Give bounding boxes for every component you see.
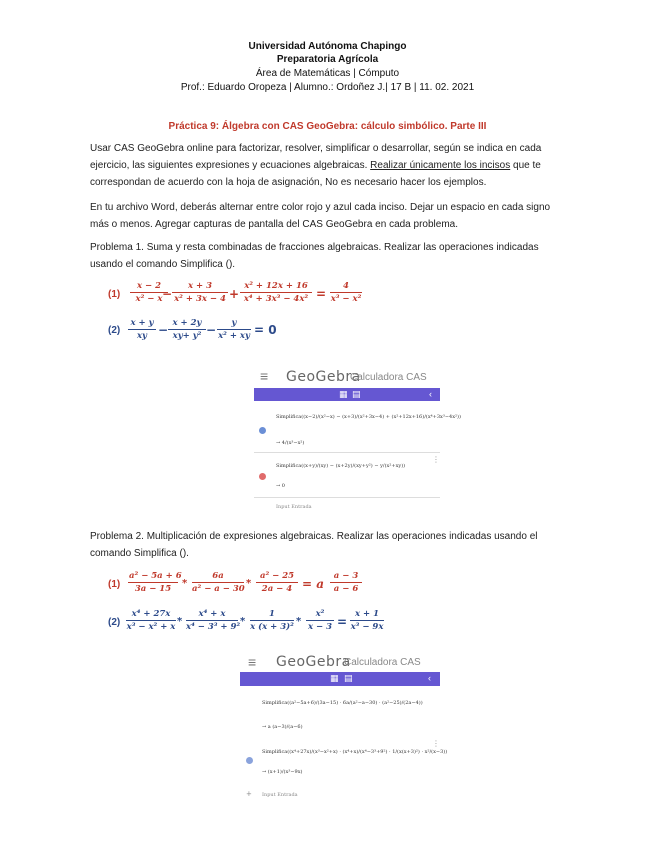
fraction-2 <box>186 609 241 632</box>
authors-line: Prof.: Eduardo Oropeza | Alumno.: Ordoñez J.| 17 B | 11. 02. 2021 <box>180 82 475 93</box>
result: = 0 <box>254 323 277 337</box>
denominator: x³ − x² <box>330 294 362 304</box>
instructions-paragraph: En tu archivo Word, deberás alternar entre color rojo y azul cada inciso. Dejar un espacio en cada signo más o menos. Agregar capturas de pantalla del CAS GeoGebra en cada problema. <box>90 202 551 230</box>
numerator: y <box>217 318 251 330</box>
row-input[interactable]: Simplifica((a²−5a+6)/(3a−15) · 6a/(a²−a−30) · (a²−25)/(2a−4)) <box>262 700 423 706</box>
denominator: x⁴ + 3x³ − 4x² <box>243 294 309 304</box>
fraction-3 <box>240 281 312 304</box>
operator: − <box>158 323 169 337</box>
table-icon[interactable]: ▤ <box>344 673 353 683</box>
geogebra-screenshot-2 <box>240 652 448 804</box>
equals-sign: = <box>337 615 348 629</box>
operator: * <box>182 578 188 589</box>
toolbar <box>254 388 440 401</box>
operator: − <box>206 323 217 337</box>
school-name: Preparatoria Agrícola <box>276 54 379 65</box>
numerator: x − 2 <box>130 281 168 293</box>
result-fraction <box>330 571 362 594</box>
fraction-4 <box>306 609 334 632</box>
equals-a: = a <box>302 577 325 591</box>
numerator: x + 3 <box>172 281 228 293</box>
numerator: a² − 5a + 6 <box>129 571 182 581</box>
chevron-left-icon[interactable]: ‹ <box>428 673 431 683</box>
denominator: x² + 3x − 4 <box>174 294 226 304</box>
operator: + <box>229 287 240 301</box>
row-output: → (x+1)/(x³−9x) <box>262 769 303 775</box>
numerator: a² − 25 <box>256 571 298 583</box>
eq-label: (2) <box>108 325 121 336</box>
university-name: Universidad Autónoma Chapingo <box>248 41 407 52</box>
fraction-1 <box>126 609 176 632</box>
denominator: a − 6 <box>333 584 359 594</box>
numerator: x² + 12x + 16 <box>240 281 312 293</box>
row-output: → 0 <box>276 483 285 489</box>
result-fraction <box>330 281 362 304</box>
area-line: Área de Matemáticas | Cómputo <box>255 68 400 79</box>
denominator: x (x + 3)² <box>250 622 294 632</box>
calculator-icon[interactable]: ▦ <box>330 673 339 683</box>
denominator: x − 3 <box>307 622 333 632</box>
fraction-1 <box>128 571 182 594</box>
operator: * <box>246 578 252 589</box>
add-icon[interactable]: + <box>246 790 252 798</box>
denominator: x⁴ − 3³ + 9² <box>186 622 241 632</box>
fraction-3 <box>256 571 298 594</box>
row-output: → 4/(x³−x²) <box>276 440 305 446</box>
problem1-statement: Problema 1. Suma y resta combinadas de fracciones algebraicas. Realizar las operaciones indicadas usando el comando Simplifica (). <box>90 242 539 270</box>
intro-text-a: Usar CAS GeoGebra online para factorizar, resolver, simplificar o desarrollar, según se indica en cada ejercicio, las siguientes expresiones y ecuaciones algebraicas. <box>90 143 542 171</box>
numerator: x⁴ + x <box>186 609 238 621</box>
denominator: xy <box>136 331 147 341</box>
eq-label: (2) <box>108 617 121 628</box>
more-options-icon[interactable]: ⋮ <box>432 455 440 464</box>
denominator: 2a − 4 <box>261 584 293 594</box>
calculator-icon[interactable]: ▦ <box>339 389 348 399</box>
cas-row-2[interactable] <box>254 453 440 498</box>
numerator: x² <box>306 609 334 621</box>
numerator: x + 1 <box>350 609 384 621</box>
fraction-1 <box>128 318 156 341</box>
intro-text-b: que te correspondan de acuerdo con la hoja de asignación, No es necesario hacer los ejemplos. <box>90 160 541 188</box>
row-marker-icon[interactable] <box>259 473 266 480</box>
cas-row-1[interactable] <box>240 688 440 738</box>
table-icon[interactable]: ▤ <box>352 389 361 399</box>
problem2-statement: Problema 2. Multiplicación de expresiones algebraicas. Realizar las operaciones indicadas usando el comando Simplifica (). <box>90 531 538 559</box>
numerator: x + 2y <box>168 318 206 330</box>
intro-underlined: Realizar únicamente los incisos <box>370 160 511 171</box>
cas-row-2[interactable] <box>240 739 448 785</box>
app-subtitle: Calculadora CAS <box>350 372 427 383</box>
numerator: a − 3 <box>330 571 362 583</box>
equals-sign: = <box>316 287 327 301</box>
menu-icon[interactable]: ≡ <box>260 368 269 384</box>
operator: * <box>296 616 302 627</box>
denominator: xy+ y² <box>172 331 202 341</box>
geogebra-screenshot-1 <box>254 364 461 516</box>
operator: * <box>240 616 246 627</box>
numerator: x⁴ + 27x <box>126 609 176 621</box>
denominator: x³ − x² + x <box>126 622 176 632</box>
numerator: 6a <box>192 571 244 583</box>
intro-paragraph <box>90 140 570 191</box>
operator: * <box>177 616 183 627</box>
geogebra-logo: GeoGebra <box>276 654 351 670</box>
geogebra-logo: GeoGebra <box>286 369 361 385</box>
cas-row-1[interactable] <box>254 402 461 453</box>
row-output: → a (a−3)/(a−6) <box>262 724 303 730</box>
row-marker-icon[interactable] <box>259 427 266 434</box>
result-fraction <box>350 609 384 632</box>
input-placeholder[interactable]: Input Entrada <box>276 504 312 510</box>
practice-title: Práctica 9: Álgebra con CAS GeoGebra: cálculo simbólico. Parte III <box>168 121 487 132</box>
row-input[interactable]: Simplifica((x−2)/(x²−x) − (x+3)/(x²+3x−4) + (x²+12x+16)/(x⁴+3x³−4x²)) <box>276 414 461 420</box>
input-placeholder[interactable]: Input Entrada <box>262 792 298 798</box>
cas-input-row[interactable] <box>240 786 440 802</box>
denominator: x² + xy <box>218 331 250 341</box>
fraction-3 <box>217 318 251 341</box>
denominator: x² − x <box>135 294 163 304</box>
numerator: 4 <box>330 281 362 293</box>
eq-label: (1) <box>108 289 121 300</box>
denominator: x³ − 9x <box>350 622 384 632</box>
fraction-2 <box>168 318 206 341</box>
more-options-icon[interactable]: ⋮ <box>432 739 440 748</box>
fraction-3 <box>250 609 294 632</box>
numerator: 1 <box>250 609 294 621</box>
fraction-2 <box>172 281 228 304</box>
row-marker-icon[interactable] <box>246 757 253 764</box>
denominator: 3a − 15 <box>134 584 172 594</box>
cas-input-row[interactable] <box>254 498 440 514</box>
fraction-2 <box>192 571 244 594</box>
denominator: a² − a − 30 <box>192 584 245 594</box>
chevron-left-icon[interactable]: ‹ <box>429 389 432 399</box>
operator: − <box>162 287 173 301</box>
numerator: x + y <box>128 318 156 330</box>
menu-icon[interactable]: ≡ <box>248 654 257 670</box>
row-input[interactable]: Simplifica((x+y)/(xy) − (x+2y)/(xy+y²) − y/(x²+xy)) <box>276 463 406 469</box>
row-input[interactable]: Simplifica((x⁴+27x)/(x³−x²+x) · (x⁴+x)/(x⁴−3³+9²) · 1/(x(x+3)²) · x²/(x−3)) <box>262 749 448 755</box>
toolbar <box>240 672 440 686</box>
app-subtitle: Calculadora CAS <box>344 657 421 668</box>
eq-label: (1) <box>108 579 121 590</box>
